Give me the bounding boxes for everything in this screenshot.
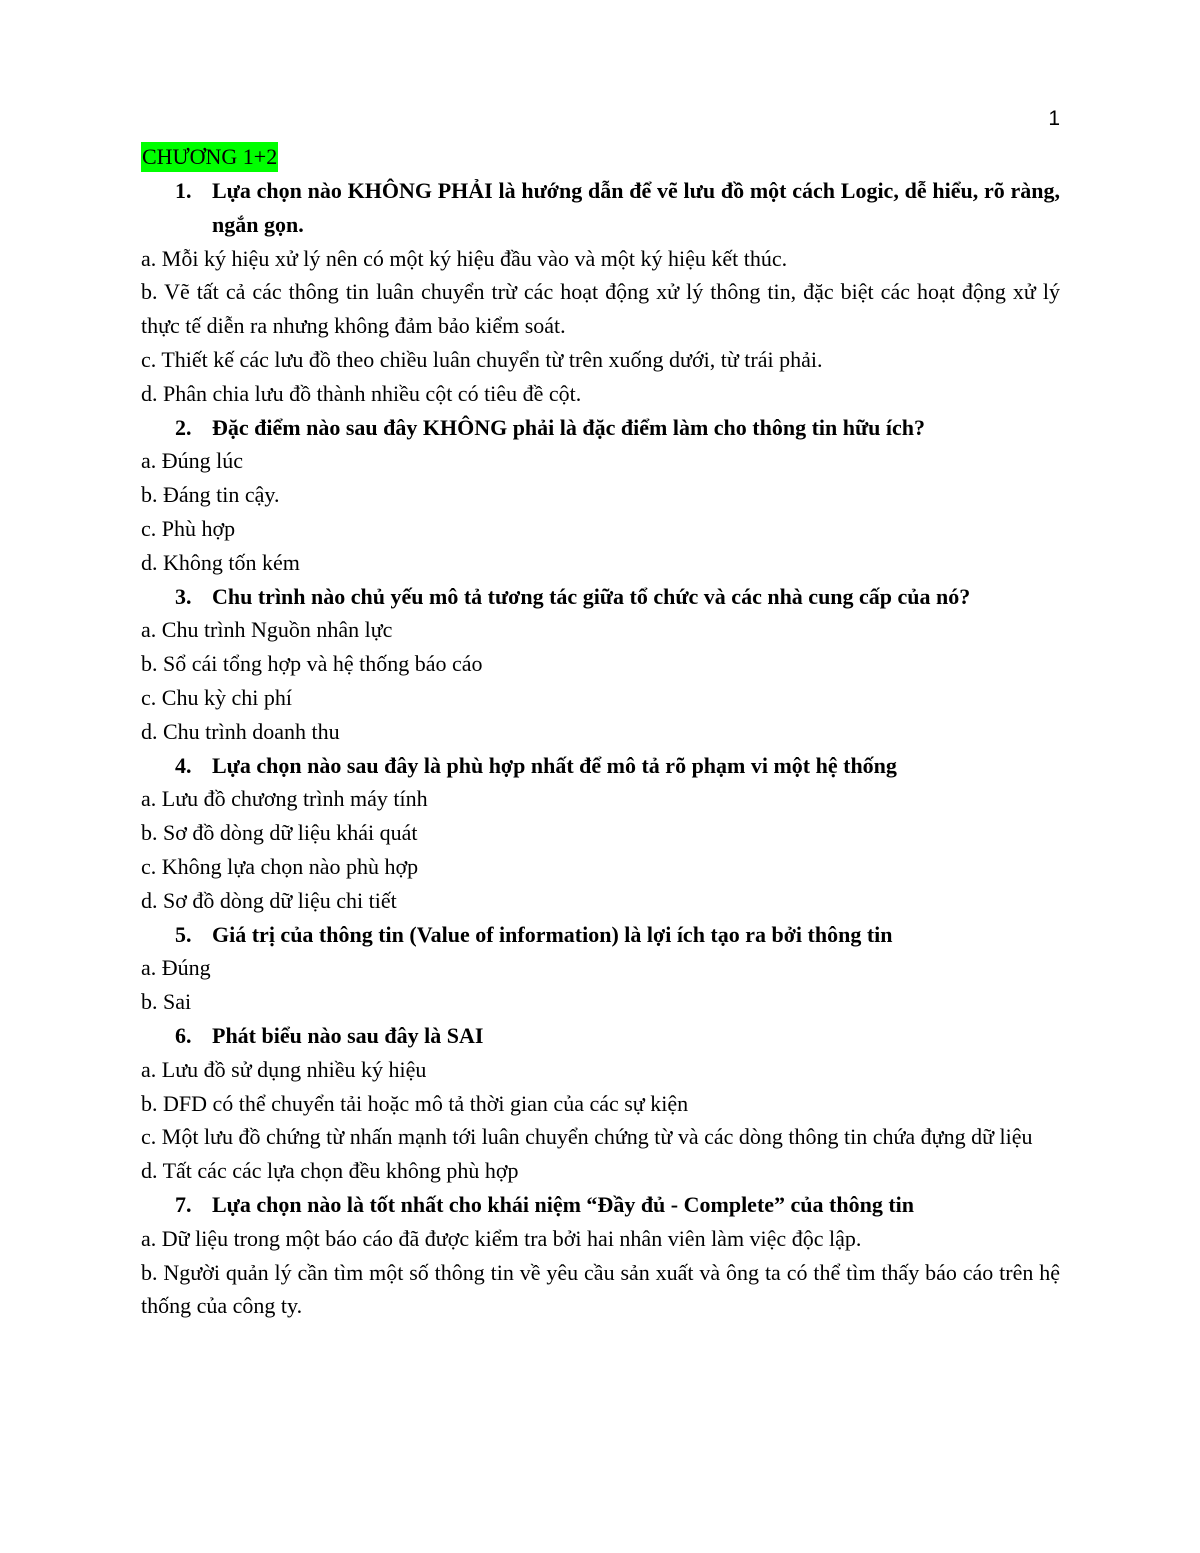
- answer-option: a. Chu trình Nguồn nhân lực: [141, 617, 393, 643]
- answer-option: d. Không tốn kém: [141, 549, 300, 575]
- answer-option: b. Vẽ tất cả các thông tin luân chuyển trừ các hoạt động xử lý thông tin, đặc biệt các hoạt động xử lý thực tế diễn ra nhưng không đảm bảo kiểm soát.: [141, 279, 1060, 339]
- question-number: 6.: [175, 1022, 192, 1048]
- question-text: Giá trị của thông tin (Value of information) là lợi ích tạo ra bởi thông tin: [212, 921, 893, 947]
- answer-option: a. Dữ liệu trong một báo cáo đã được kiểm tra bởi hai nhân viên làm việc độc lập.: [141, 1225, 862, 1251]
- question-number: 3.: [175, 583, 192, 609]
- question-block: [141, 580, 1060, 749]
- question-block: [141, 411, 1060, 580]
- question-number: 5.: [175, 921, 192, 947]
- answer-option: b. Sai: [141, 989, 192, 1015]
- answer-option: b. DFD có thể chuyển tải hoặc mô tả thời gian của các sự kiện: [141, 1090, 689, 1116]
- answer-option: b. Sổ cái tổng hợp và hệ thống báo cáo: [141, 651, 483, 677]
- question-block: [141, 1019, 1060, 1188]
- question-text: Phát biểu nào sau đây là SAI: [212, 1022, 484, 1048]
- answer-option: d. Chu trình doanh thu: [141, 718, 340, 744]
- answer-option: d. Phân chia lưu đồ thành nhiều cột có tiêu đề cột.: [141, 380, 582, 406]
- answer-option: a. Đúng: [141, 955, 211, 981]
- question-text: Lựa chọn nào sau đây là phù hợp nhất để mô tả rõ phạm vi một hệ thống: [212, 752, 897, 778]
- question-text: Lựa chọn nào KHÔNG PHẢI là hướng dẫn để vẽ lưu đồ một cách Logic, dễ hiểu, rõ ràng, ngắn gọn.: [212, 178, 1060, 237]
- answer-option: d. Sơ đồ dòng dữ liệu chi tiết: [141, 887, 397, 913]
- answer-option: a. Mỗi ký hiệu xử lý nên có một ký hiệu đầu vào và một ký hiệu kết thúc.: [141, 245, 788, 271]
- question-title: [141, 749, 1060, 783]
- question-title: [141, 174, 1060, 242]
- question-number: 4.: [175, 752, 192, 778]
- page-number: 1: [1048, 107, 1060, 130]
- answer-option: d. Tất các các lựa chọn đều không phù hợp: [141, 1158, 519, 1184]
- question-block: [141, 749, 1060, 918]
- question-title: [141, 1188, 1060, 1222]
- answer-option: a. Lưu đồ chương trình máy tính: [141, 786, 428, 812]
- question-text: Chu trình nào chủ yếu mô tả tương tác giữa tổ chức và các nhà cung cấp của nó?: [212, 583, 971, 609]
- answer-option: b. Người quản lý cần tìm một số thông tin về yêu cầu sản xuất và ông ta có thể tìm thấy báo cáo trên hệ thống của công ty.: [141, 1259, 1060, 1319]
- chapter-heading-line: [141, 140, 1060, 174]
- question-text: Đặc điểm nào sau đây KHÔNG phải là đặc điểm làm cho thông tin hữu ích?: [212, 414, 926, 440]
- answer-option: c. Không lựa chọn nào phù hợp: [141, 853, 419, 879]
- answer-option: c. Phù hợp: [141, 515, 236, 541]
- question-block: [141, 1188, 1060, 1323]
- question-list: [141, 174, 1060, 1323]
- question-number: 7.: [175, 1191, 192, 1217]
- answer-option: c. Chu kỳ chi phí: [141, 684, 292, 710]
- question-text: Lựa chọn nào là tốt nhất cho khái niệm “Đầy đủ - Complete” của thông tin: [212, 1191, 915, 1217]
- document-body: [141, 140, 1060, 1323]
- question-block: [141, 918, 1060, 1019]
- question-title: [141, 411, 1060, 445]
- question-title: [141, 580, 1060, 614]
- answer-option: b. Sơ đồ dòng dữ liệu khái quát: [141, 820, 418, 846]
- question-block: [141, 174, 1060, 411]
- question-number: 1.: [175, 178, 192, 203]
- answer-option: a. Lưu đồ sử dụng nhiều ký hiệu: [141, 1056, 427, 1082]
- answer-option: c. Thiết kế các lưu đồ theo chiều luân chuyển từ trên xuống dưới, từ trái phải.: [141, 346, 823, 372]
- question-title: [141, 1019, 1060, 1053]
- chapter-heading: CHƯƠNG 1+2: [141, 142, 278, 172]
- question-number: 2.: [175, 414, 192, 440]
- answer-option: a. Đúng lúc: [141, 448, 244, 474]
- answer-option: c. Một lưu đồ chứng từ nhấn mạnh tới luân chuyển chứng từ và các dòng thông tin chứa đựng dữ liệu: [141, 1124, 1033, 1150]
- question-title: [141, 918, 1060, 952]
- answer-option: b. Đáng tin cậy.: [141, 482, 280, 508]
